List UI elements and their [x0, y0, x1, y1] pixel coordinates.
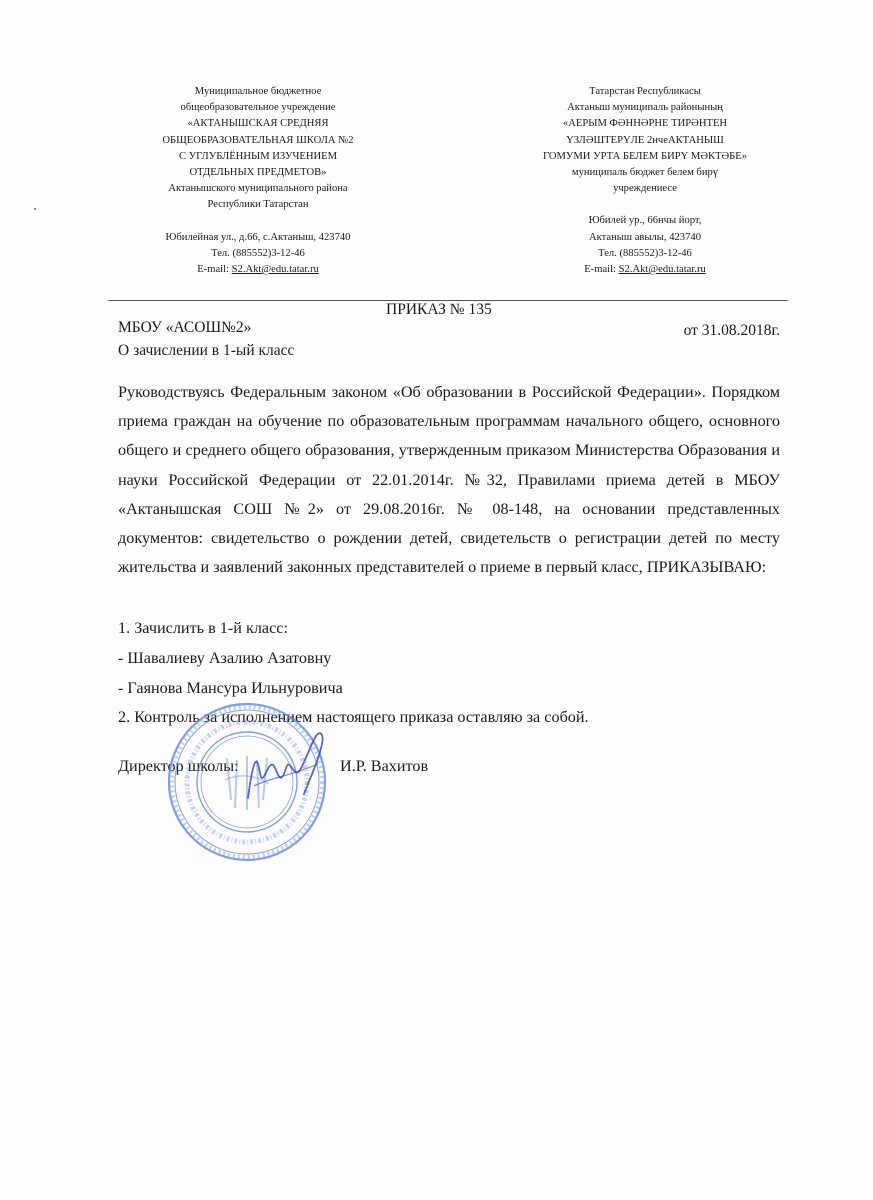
email-label: E-mail:: [197, 264, 229, 276]
scan-speck: [34, 208, 36, 210]
header-left-line: ОТДЕЛЬНЫХ ПРЕДМЕТОВ»: [189, 167, 327, 179]
signature-title: Директор школы:: [118, 757, 239, 775]
header-left: [118, 84, 398, 278]
order-organization: МБОУ «АСОШ№2»: [118, 319, 252, 336]
header-right-line: учреждениесе: [613, 183, 677, 195]
header-left-line: С УГЛУБЛЁННЫМ ИЗУЧЕНИЕМ: [178, 150, 338, 162]
header-right-email: [505, 262, 785, 278]
email-link[interactable]: S2.Akt@edu.tatar.ru: [618, 264, 706, 276]
header-right-line: Татарстан Республикасы: [589, 86, 701, 97]
header-right-line: ҮЗЛӘШТЕРҮЛЕ 2нчеАКТАНЫШ: [566, 134, 724, 146]
header-left-phone: Тел. (885552)3-12-46: [211, 247, 305, 259]
order-title: ПРИКАЗ № 135: [386, 301, 492, 318]
header-right-line: ГОМУМИ УРТА БЕЛЕМ БИРҮ МӘКТӘБЕ»: [542, 150, 748, 162]
student-entry: - Шавалиеву Азалию Азатовну: [118, 648, 332, 667]
email-label: E-mail:: [584, 264, 616, 276]
header-left-line: Актанышского муниципального района: [168, 183, 348, 195]
header-left-line: Республики Татарстан: [207, 199, 309, 211]
signature-scribble-icon: [230, 728, 340, 808]
header-left-line: Муниципальное бюджетное: [194, 86, 322, 97]
header-right-address: Актаныш авылы, 423740: [588, 231, 701, 243]
header-right-phone: Тел. (885552)3-12-46: [598, 247, 692, 259]
header-left-line: «АКТАНЫШСКАЯ СРЕДНЯЯ: [187, 118, 329, 130]
header-right-address: Юбилей ур., 66нчы йорт,: [588, 215, 702, 227]
header-left-address: Юбилейная ул., д.66, с.Актаныш, 423740: [165, 231, 351, 243]
order-item: 2. Контроль за исполнением настоящего приказа оставляю за собой.: [118, 708, 589, 727]
student-entry: - Гаянова Мансура Ильнуровича: [118, 678, 343, 697]
header-right-line: «АЕРЫМ ФӘННӘРНЕ ТИРӘНТЕН: [562, 118, 728, 130]
signature-name: И.Р. Вахитов: [340, 757, 429, 775]
header-right-line: муниципаль бюджет белем бирү: [571, 167, 719, 179]
order-subject: О зачислении в 1-ый класс: [118, 342, 295, 359]
header-right: [505, 84, 785, 278]
header-left-line: общеобразовательное учреждение: [180, 102, 336, 114]
header-right-line: Актаныш муниципаль районының: [567, 102, 723, 114]
header-left-email: [118, 262, 398, 278]
order-date: от 31.08.2018г.: [683, 322, 780, 339]
header-left-line: ОБЩЕОБРАЗОВАТЕЛЬНАЯ ШКОЛА №2: [162, 134, 354, 146]
order-item: 1. Зачислить в 1-й класс:: [118, 619, 288, 637]
order-body: Руководствуясь Федеральным законом «Об образовании в Российской Федерации». Порядком приема граждан на обучение по образовательным программам начального общего, основного общего и среднего общего образования, утвержденным приказом Министерства Образования и науки Российской Федерации от 22.01.2014г. №32, Правилами приема детей в МБОУ «Актанышская СОШ №2» от 29.08.2016г. № 08-148, на основании представленных документов: свидетельство о рождении детей, свидетельств о регистрации детей по месту жительства и заявлений законных представителей о приеме в первый класс, ПРИКАЗЫВАЮ:: [118, 383, 780, 577]
email-link[interactable]: S2.Akt@edu.tatar.ru: [231, 264, 319, 276]
